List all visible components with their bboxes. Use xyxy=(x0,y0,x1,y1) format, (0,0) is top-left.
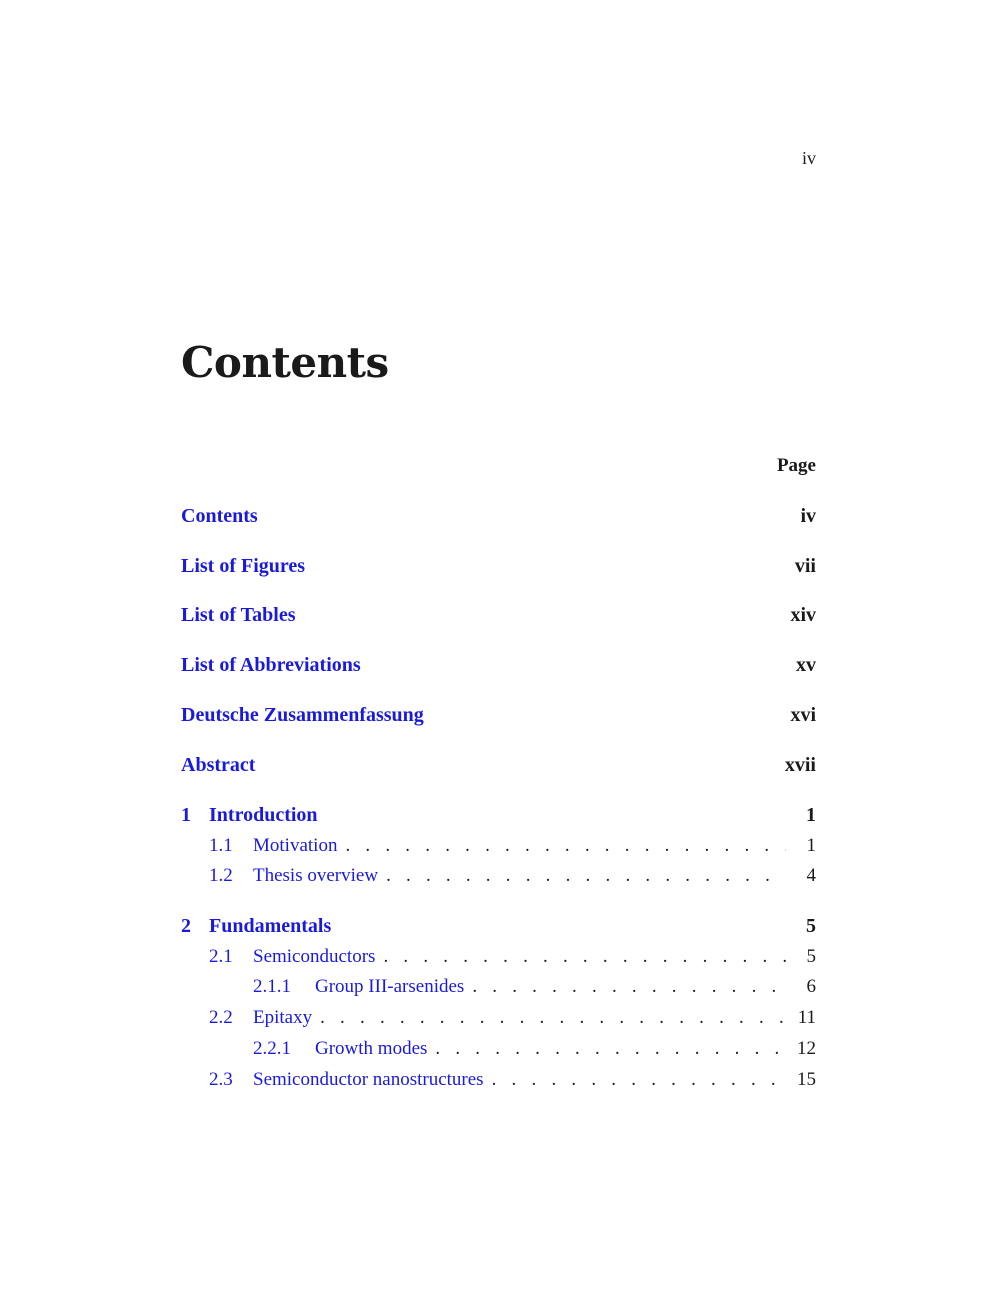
toc-page: 15 xyxy=(797,1069,816,1090)
page-number: iv xyxy=(801,148,816,168)
toc-page: xvii xyxy=(784,754,816,776)
toc-number: 1.1 xyxy=(209,835,233,856)
toc-leader-dots xyxy=(383,946,786,968)
toc-entry-section-1-2[interactable] xyxy=(181,865,816,887)
toc-entry-chapter-1[interactable] xyxy=(181,804,816,827)
toc-entry-section-2-2[interactable] xyxy=(181,1007,816,1029)
toc-leader-dots xyxy=(345,835,786,857)
toc-link[interactable]: Semiconductors xyxy=(253,946,376,967)
toc-link[interactable]: Contents xyxy=(181,505,258,527)
toc-link[interactable]: Introduction xyxy=(209,804,318,826)
toc-page: 1 xyxy=(806,804,816,826)
toc-number: 2.2.1 xyxy=(253,1038,291,1059)
toc-leader-dots xyxy=(492,1069,786,1091)
toc-link[interactable]: Abstract xyxy=(181,754,256,776)
toc-entry-section-2-2-1[interactable] xyxy=(181,1038,816,1060)
toc-link[interactable]: Thesis overview xyxy=(253,865,379,886)
toc-page: 5 xyxy=(806,915,816,937)
toc-link[interactable]: Semiconductor nanostructures xyxy=(253,1069,484,1090)
toc-link[interactable]: List of Abbreviations xyxy=(181,654,361,676)
toc-number: 2 xyxy=(181,915,191,937)
toc-entry-list-of-abbreviations[interactable] xyxy=(181,654,816,677)
toc-page: 12 xyxy=(797,1038,816,1059)
toc-link[interactable]: Growth modes xyxy=(315,1038,428,1059)
toc-page: iv xyxy=(800,505,816,527)
toc-link[interactable]: List of Tables xyxy=(181,604,296,626)
toc-entry-section-1-1[interactable] xyxy=(181,835,816,857)
toc-entry-chapter-2[interactable] xyxy=(181,915,816,938)
toc-number: 1 xyxy=(181,804,191,826)
toc-number: 1.2 xyxy=(209,865,233,886)
toc-leader-dots xyxy=(386,865,786,887)
toc-page: 4 xyxy=(806,865,816,886)
toc-leader-dots xyxy=(320,1007,786,1029)
toc-leader-dots xyxy=(435,1038,786,1060)
toc-page: 5 xyxy=(806,946,816,967)
toc-number: 2.1 xyxy=(209,946,233,967)
toc-link[interactable]: Group III-arsenides xyxy=(315,976,465,997)
toc-link[interactable]: Epitaxy xyxy=(253,1007,313,1028)
toc-page: xvi xyxy=(790,704,816,726)
toc-leader-dots xyxy=(472,976,786,998)
toc-page: 6 xyxy=(806,976,816,997)
toc-entry-section-2-1-1[interactable] xyxy=(181,976,816,998)
toc-number: 2.1.1 xyxy=(253,976,291,997)
toc-link[interactable]: List of Figures xyxy=(181,555,306,577)
toc-page: vii xyxy=(794,555,816,577)
toc-number: 2.3 xyxy=(209,1069,233,1090)
toc-link[interactable]: Motivation xyxy=(253,835,338,856)
toc-link[interactable]: Deutsche Zusammenfassung xyxy=(181,704,424,726)
toc-entry-deutsche-zusammenfassung[interactable] xyxy=(181,704,816,727)
toc-page: xiv xyxy=(790,604,816,626)
toc-page: xv xyxy=(796,654,816,676)
toc-entry-abstract[interactable] xyxy=(181,754,816,777)
toc-page: 11 xyxy=(797,1007,816,1028)
page-column-header: Page xyxy=(776,455,816,476)
toc-entry-list-of-figures[interactable] xyxy=(181,555,816,578)
page-title: Contents xyxy=(181,338,389,387)
toc-entry-section-2-3[interactable] xyxy=(181,1069,816,1091)
toc-number: 2.2 xyxy=(209,1007,233,1028)
toc-entry-contents[interactable] xyxy=(181,505,816,528)
toc-page: 1 xyxy=(806,835,816,856)
toc-entry-section-2-1[interactable] xyxy=(181,946,816,968)
toc-entry-list-of-tables[interactable] xyxy=(181,604,816,627)
toc-link[interactable]: Fundamentals xyxy=(209,915,332,937)
